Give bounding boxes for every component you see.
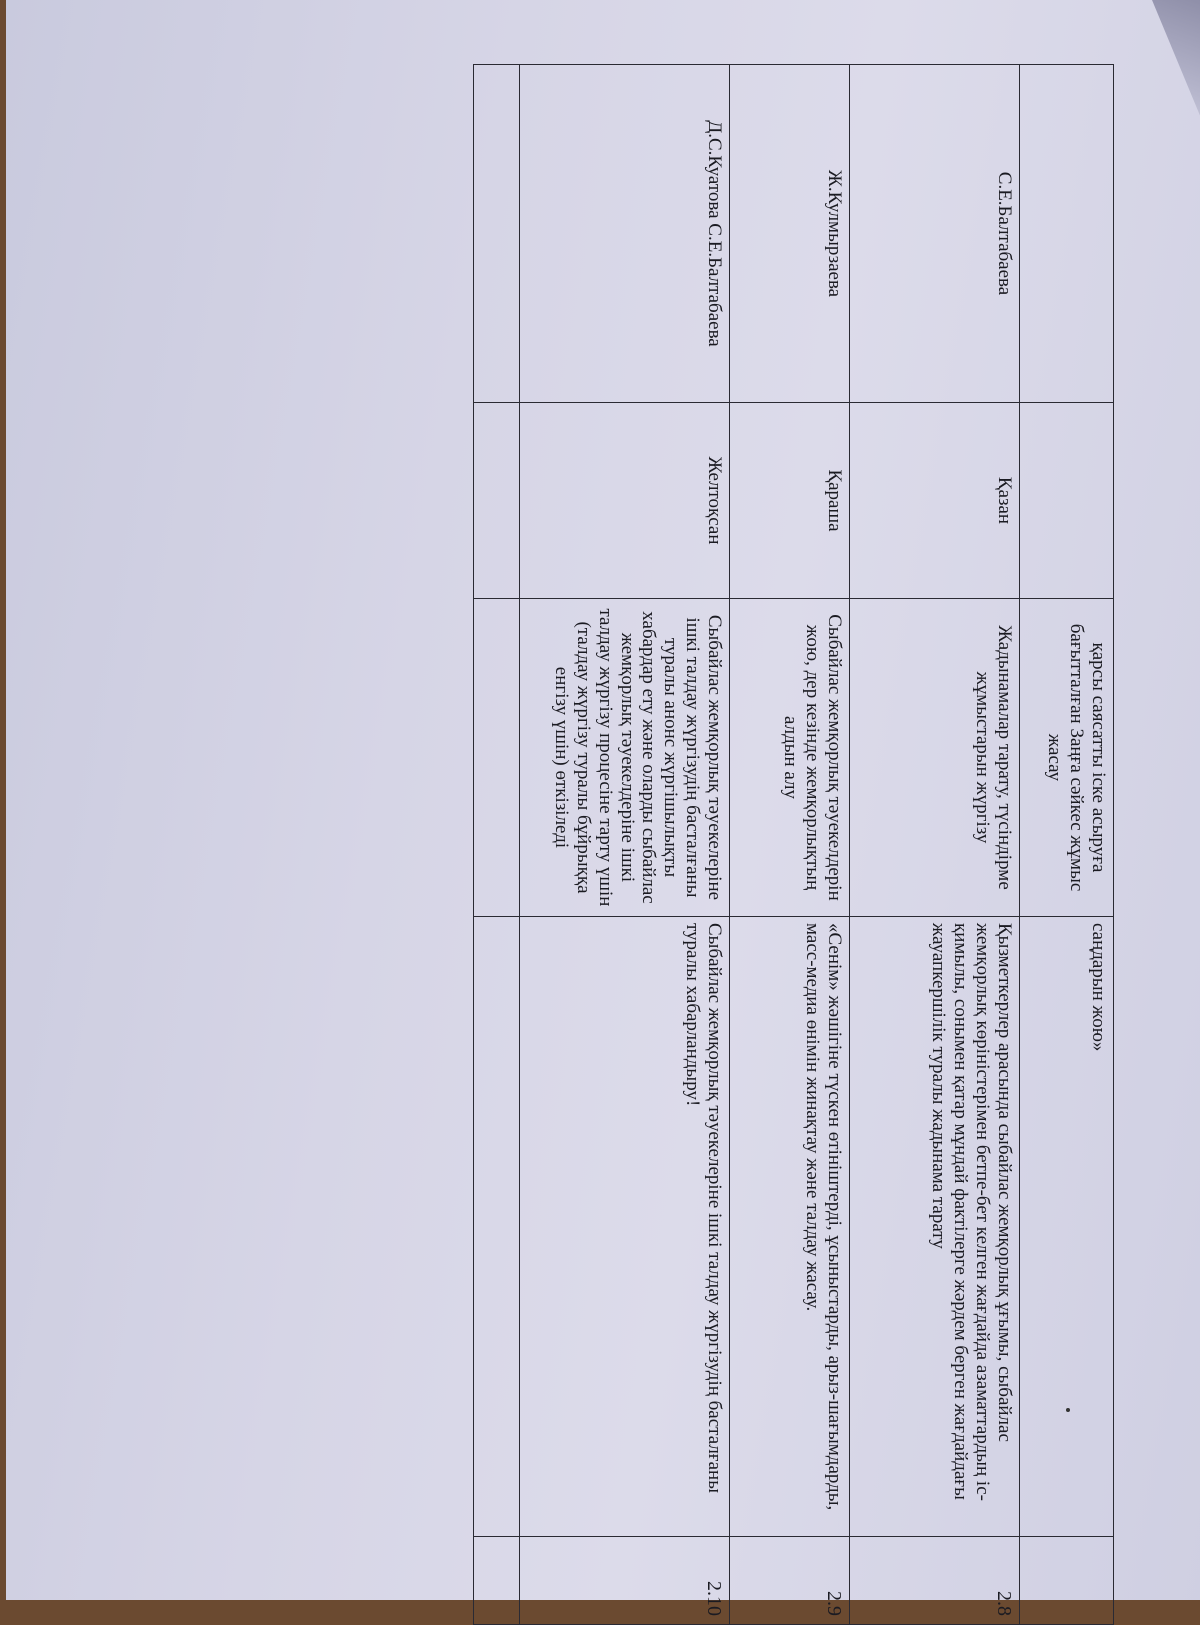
responsible-cell: Ж.Кулмырзаева: [730, 65, 850, 403]
description-cell: Жадынамалар тарату, түсіндірме жұмыстарын жүргізу: [850, 599, 1020, 917]
description-cell: Сыбайлас жемқорлық тәуекелдерін жою, дер кезінде жемқорлықтың алдын алу: [730, 599, 850, 917]
month-cell: [1020, 403, 1114, 599]
month-cell: Қараша: [730, 403, 850, 599]
task-cell: Сыбайлас жемқорлық тәуекелеріне ішкі талдау жүргізудің басталғаны туралы хабарландыру!: [520, 917, 730, 1537]
table-row: [520, 65, 730, 1625]
description-cell: Сыбайлас жемқорлық тәуекелеріне ішкі талдау жүргізудің басталғаны туралы анонс жүргішылықты хабардар ету және оларды сыбайлас жемқорлық тәуекелдеріне ішкі талдау жүргізу процесіне тарту үшін (талдау жүргізу туралы бұйрыққа енгізу үшін) өткізіледі: [520, 599, 730, 917]
task-cell: саңдарын жою»: [1020, 917, 1114, 1537]
responsible-cell: [474, 65, 520, 403]
responsible-cell: [1020, 65, 1114, 403]
rotated-table-container: [474, 64, 1114, 1624]
page-corner-shadow: [1116, 0, 1200, 130]
table-row: [1020, 65, 1114, 1625]
row-number-cell: 2.10: [520, 1537, 730, 1625]
month-cell: [474, 403, 520, 599]
table-row: [474, 65, 520, 1625]
description-cell: қарсы саясатты іске асыруға бағытталған Заңға сәйкес жұмыс жасау: [1020, 599, 1114, 917]
table-row: [850, 65, 1020, 1625]
plan-table: [473, 64, 1114, 1625]
task-cell: [474, 917, 520, 1537]
responsible-cell: С.Е.Балтабаева: [850, 65, 1020, 403]
task-cell: Қызметкерлер арасында сыбайлас жемқорлық ұғымы, сыбайлас жемқорлық көріністерімен бетпе-бет келген жағдайда азаматтардың іс-қимылы, сонымен қатар мұндай фактілерге жәрдем берген жағдайдағы жауапкершілік туралы жадынама тарату: [850, 917, 1020, 1537]
table-row: [730, 65, 850, 1625]
month-cell: Қазан: [850, 403, 1020, 599]
description-cell: [474, 599, 520, 917]
responsible-cell: Д.С.Куатова С.Е.Балтабаева: [520, 65, 730, 403]
ink-dot: [1066, 1408, 1070, 1412]
row-number-cell: [474, 1537, 520, 1625]
row-number-cell: 2.9: [730, 1537, 850, 1625]
task-cell: «Сенім» жәшігіне түскен өтініштерді, ұсыныстарды, арыз-шағымдарды, масс-медиа өнімін жинақтау және талдау жасау.: [730, 917, 850, 1537]
month-cell: Желтоқсан: [520, 403, 730, 599]
row-number-cell: 2.8: [850, 1537, 1020, 1625]
row-number-cell: [1020, 1537, 1114, 1625]
